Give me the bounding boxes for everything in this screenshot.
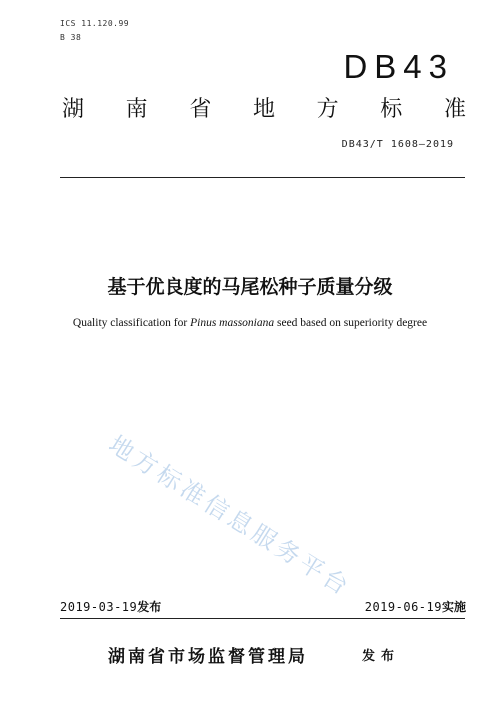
- standard-type-char: 地: [252, 97, 275, 122]
- standard-type-char: 准: [443, 97, 466, 122]
- implement-label: 实施: [441, 600, 466, 614]
- title-en-part: Quality classification for: [72, 317, 191, 329]
- issue-label: 发布: [137, 600, 162, 614]
- implement-date: 2019-06-19: [364, 600, 442, 614]
- standard-type-char: 省: [189, 97, 212, 122]
- issue-date: 2019-03-19: [60, 600, 138, 614]
- issue-date-line: [60, 598, 161, 615]
- standard-code: DB43/T 1608—2019: [341, 139, 454, 150]
- standard-type-char: 南: [125, 97, 148, 122]
- ccs-code: B 38: [60, 33, 82, 42]
- publish-label: 发布: [362, 649, 401, 664]
- publisher-name: 湖南省市场监督管理局: [108, 647, 308, 667]
- standard-type-char: 标: [380, 97, 403, 122]
- db43-logo: DB43: [343, 48, 454, 85]
- bottom-divider: [60, 618, 465, 619]
- title-en-part: seed based on superiority degree: [274, 317, 428, 329]
- standard-type-title: [62, 92, 466, 123]
- document-title-chinese: 基于优良度的马尾松种子质量分级: [107, 276, 393, 298]
- watermark-text: 地方标准信息服务平台: [103, 430, 357, 603]
- top-divider: [60, 177, 465, 178]
- ics-code: ICS 11.120.99: [60, 19, 130, 28]
- standard-type-char: 湖: [62, 97, 85, 122]
- document-title-english: [0, 317, 500, 329]
- title-en-species: Pinus massoniana: [190, 317, 275, 329]
- standard-type-char: 方: [316, 97, 339, 122]
- implement-date-line: [365, 598, 466, 615]
